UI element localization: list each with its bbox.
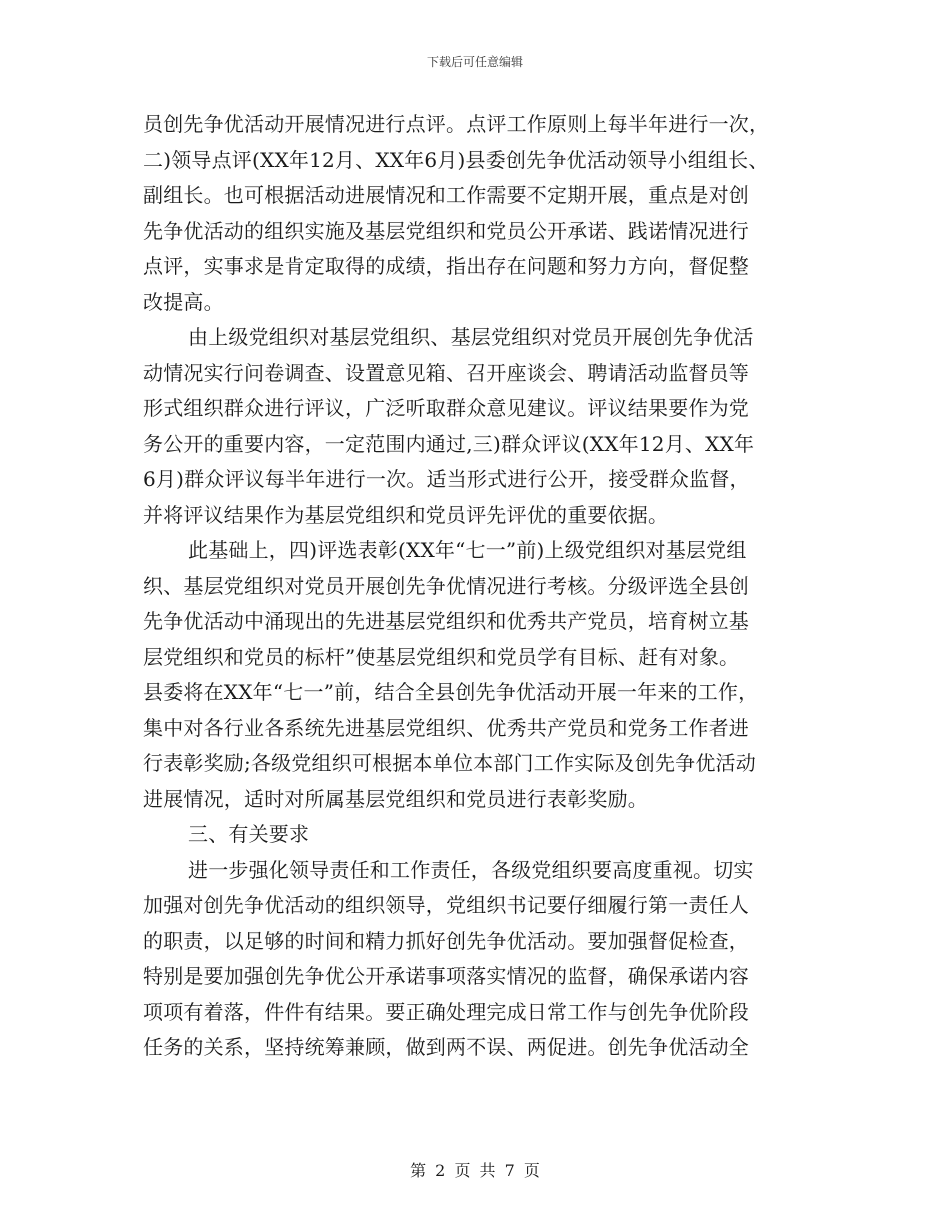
text-line: 此基础上，四)评选表彰(XX年“七一”前)上级党组织对基层党组 <box>188 538 747 562</box>
text-line: 集中对各行业各系统先进基层党组织、优秀共产党员和党务工作者进 <box>143 715 749 740</box>
text-line: 行表彰奖励;各级党组织可根据本单位本部门工作实际及创先争优活动 <box>143 751 756 775</box>
text-line: 改提高。 <box>143 289 224 314</box>
text-line: 先争优活动的组织实施及基层党组织和党员公开承诺、践诺情况进行 <box>143 218 749 243</box>
text-line: 项项有着落，件件有结果。要正确处理完成日常工作与创先争优阶段 <box>143 999 749 1024</box>
document-body <box>143 107 813 1066</box>
text-line: 动情况实行问卷调查、设置意见箱、召开座谈会、聘请活动监督员等 <box>143 360 749 385</box>
text-line: 进展情况，适时对所属基层党组织和党员进行表彰奖励。 <box>143 786 648 811</box>
text-line: 先争优活动中涌现出的先进基层党组织和优秀共产党员，培育树立基 <box>143 609 749 633</box>
text-line: 特别是要加强创先争优公开承诺事项落实情况的监督，确保承诺内容 <box>143 964 749 988</box>
page-header-note: 下载后可任意编辑 <box>426 55 523 69</box>
text-line: 务公开的重要内容，一定范围内通过,三)群众评议(XX年12月、XX年 <box>143 431 755 456</box>
text-line: 副组长。也可根据活动进展情况和工作需要不定期开展，重点是对创 <box>143 183 749 207</box>
text-line: 的职责，以足够的时间和精力抓好创先争优活动。要加强督促检查， <box>143 928 749 953</box>
text-line: 进一步强化领导责任和工作责任，各级党组织要高度重视。切实 <box>188 857 754 882</box>
text-line: 层党组织和党员的标杆”使基层党组织和党员学有目标、赶有对象。 <box>143 644 740 669</box>
text-line: 三、有关要求 <box>188 822 310 846</box>
text-line: 任务的关系，坚持统筹兼顾，做到两不误、两促进。创先争优活动全 <box>143 1035 749 1059</box>
page-number: 第 2 页 共 7 页 <box>410 1161 540 1180</box>
text-line: 6月)群众评议每半年进行一次。适当形式进行公开，接受群众监督， <box>143 467 750 491</box>
text-line: 并将评议结果作为基层党组织和党员评先评优的重要依据。 <box>143 502 669 527</box>
text-line: 形式组织群众进行评议，广泛听取群众意见建议。评议结果要作为党 <box>143 396 749 420</box>
text-line: 二)领导点评(XX年12月、XX年6月)县委创先争优活动领导小组组长、 <box>143 147 769 172</box>
text-line: 织、基层党组织对党员开展创先争优情况进行考核。分级评选全县创 <box>143 573 749 598</box>
text-line: 点评，实事求是肯定取得的成绩，指出存在问题和努力方向，督促整 <box>143 254 749 278</box>
text-line: 县委将在XX年“七一”前，结合全县创先争优活动开展一年来的工作， <box>143 680 759 704</box>
text-line: 加强对创先争优活动的组织领导，党组织书记要仔细履行第一责任人 <box>143 893 749 917</box>
text-line: 由上级党组织对基层党组织、基层党组织对党员开展创先争优活 <box>188 325 754 349</box>
text-line: 员创先争优活动开展情况进行点评。点评工作原则上每半年进行一次， <box>143 112 770 136</box>
